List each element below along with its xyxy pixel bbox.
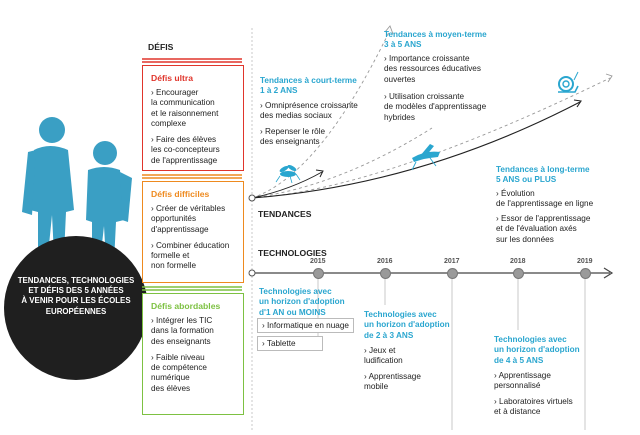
circle-title: TENDANCES, TECHNOLOGIES ET DÉFIS DES 5 ANNÉES À VENIR POUR LES ÉCOLES EUROPÉENNES bbox=[17, 276, 135, 316]
year-dot-2016 bbox=[380, 268, 391, 279]
defis-difficiles-box bbox=[142, 181, 244, 283]
defis-item: › Intégrer les TIC dans la formation des enseignants bbox=[151, 316, 214, 346]
technologies-label: TECHNOLOGIES bbox=[258, 248, 327, 258]
year-dot-2015 bbox=[313, 268, 324, 279]
tendances-long-title: Tendances à long-terme 5 ANS ou PLUS bbox=[496, 165, 590, 185]
tendance-item: › Utilisation croissante de modèles d'apprentissage hybrides bbox=[384, 92, 487, 122]
tech-item: › Jeux et ludification bbox=[364, 346, 403, 366]
tendance-item: › Repenser le rôle des enseignants bbox=[260, 127, 326, 147]
defis-abordables-title: Défis abordables bbox=[151, 301, 221, 311]
tech-h3-title: Technologies avec un horizon d'adoption de 4 à 5 ANS bbox=[494, 335, 580, 365]
year-label: 2015 bbox=[310, 258, 326, 265]
year-dot-2018 bbox=[513, 268, 524, 279]
tech-item: › Apprentissage personnalisé bbox=[494, 371, 551, 391]
tech-tag-cloud: › Informatique en nuage bbox=[257, 318, 354, 333]
year-label: 2016 bbox=[377, 258, 393, 265]
grasshopper-icon bbox=[412, 144, 440, 170]
tendances-court-title: Tendances à court-terme 1 à 2 ANS bbox=[260, 76, 357, 96]
defis-ultra-title: Défis ultra bbox=[151, 73, 194, 83]
tech-h1-title: Technologies avec un horizon d'adoption d'1 AN ou MOINS bbox=[259, 287, 345, 317]
tendance-item: › Importance croissante des ressources éducatives ouvertes bbox=[384, 54, 481, 84]
tendances-moyen-title: Tendances à moyen-terme 3 à 5 ANS bbox=[384, 30, 487, 50]
tech-tag-tablet: › Tablette bbox=[257, 336, 323, 351]
defis-item: › Faire des élèves les co-concepteurs de l'apprentissage bbox=[151, 135, 220, 165]
defis-item: › Créer de véritables opportunités d'apprentissage bbox=[151, 204, 226, 234]
year-label: 2018 bbox=[510, 258, 526, 265]
tech-h2-title: Technologies avec un horizon d'adoption de 2 à 3 ANS bbox=[364, 310, 450, 340]
defis-item: › Faible niveau de compétence numérique des élèves bbox=[151, 352, 207, 393]
tendances-label: TENDANCES bbox=[258, 209, 312, 219]
tendance-item: › Omniprésence croissante des medias sociaux bbox=[260, 101, 358, 121]
tendance-item: › Évolution de l'apprentissage en ligne bbox=[496, 189, 594, 209]
year-label: 2017 bbox=[444, 258, 460, 265]
tech-item: › Apprentissage mobile bbox=[364, 372, 421, 392]
year-dot-2017 bbox=[447, 268, 458, 279]
defis-ultra-box bbox=[142, 65, 244, 171]
defis-header: DÉFIS bbox=[148, 42, 174, 52]
tech-item: › Laboratoires virtuels et à distance bbox=[494, 397, 573, 417]
year-dot-2019 bbox=[580, 268, 591, 279]
snail-icon bbox=[558, 72, 578, 92]
tendance-item: › Essor de l'apprentissage et de l'évaluation axés sur les données bbox=[496, 214, 591, 244]
defis-item: › Combiner éducation formelle et non formelle bbox=[151, 240, 230, 271]
defis-difficiles-title: Défis difficiles bbox=[151, 189, 210, 199]
defis-abordables-box bbox=[142, 293, 244, 415]
mosquito-icon bbox=[276, 164, 300, 183]
year-label: 2019 bbox=[577, 258, 593, 265]
defis-item: › Encourager la communication et le raisonnement complexe bbox=[151, 88, 219, 128]
